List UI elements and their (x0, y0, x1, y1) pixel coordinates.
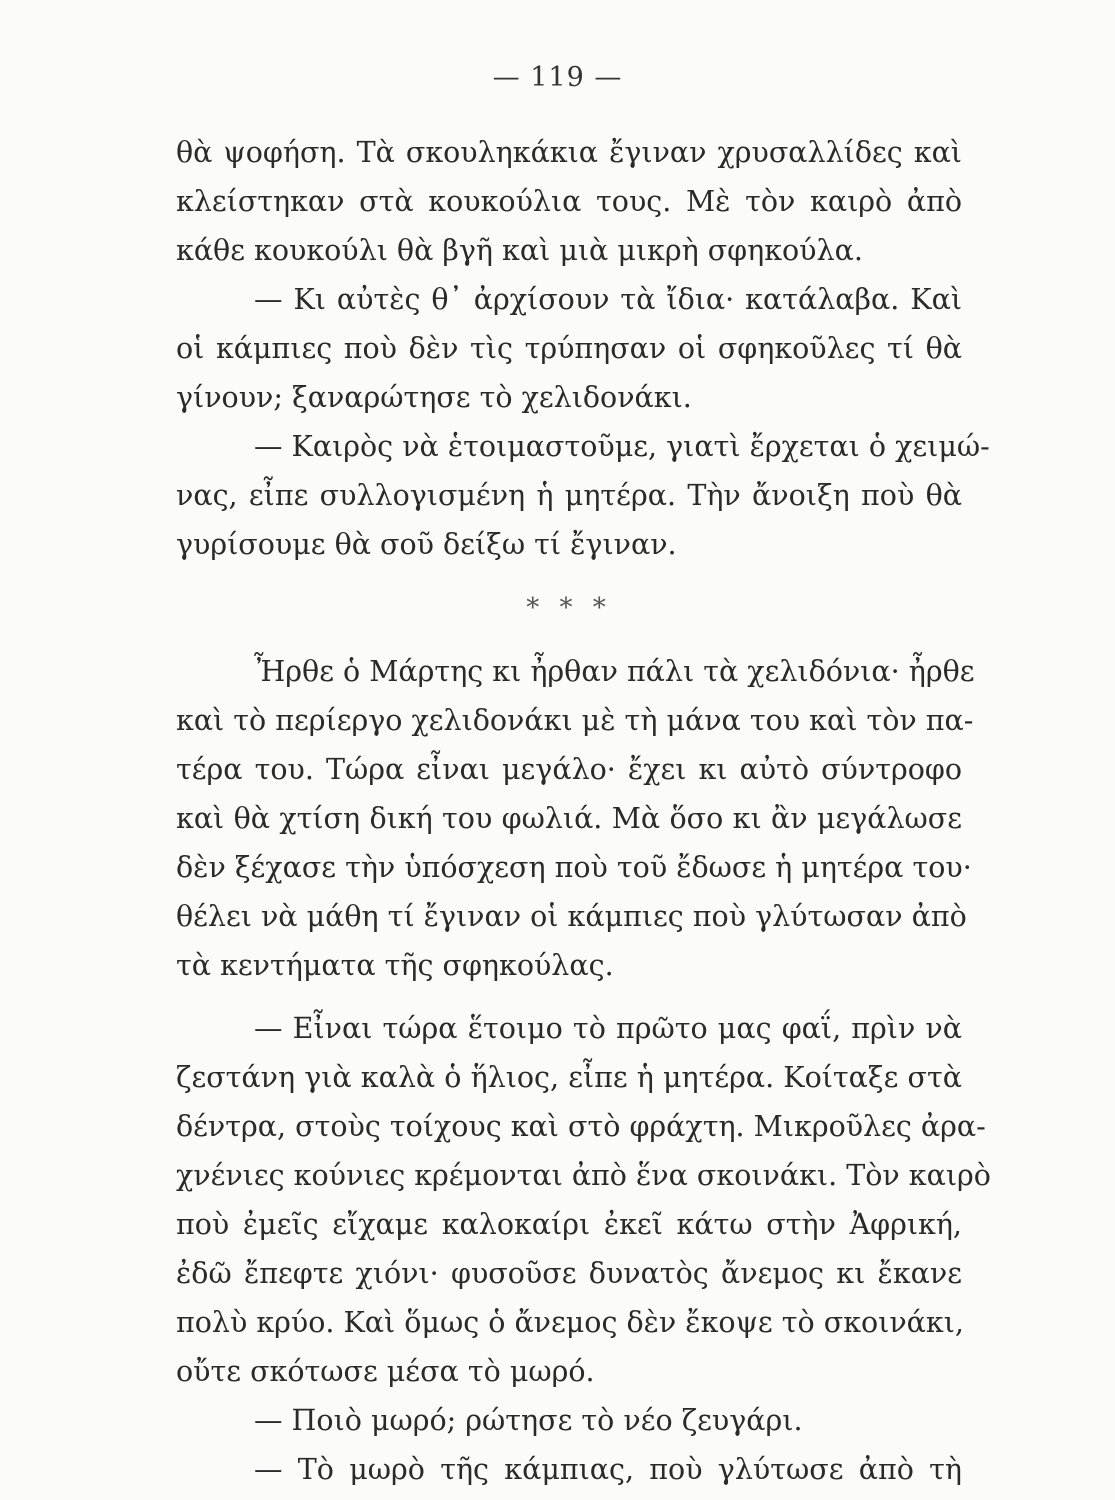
text-line: θέλει νὰ μάθη τί ἔγιναν οἱ κάμπιες ποὺ γλύτωσαν ἀπὸ (176, 900, 967, 933)
text-line: τέρα του. Τώρα εἶναι μεγάλο· ἔχει κι αὐτὸ σύντροφο (176, 753, 962, 786)
text-line: καὶ τὸ περίεργο χελιδονάκι μὲ τὴ μάνα του καὶ τὸν πα- (176, 704, 974, 737)
paragraph-gap (176, 990, 962, 1004)
page-number: — 119 — (492, 62, 623, 93)
text-line: Ἦρθε ὁ Μάρτης κι ἦρθαν πάλι τὰ χελιδόνια· ἦρθε (254, 655, 975, 688)
text-line: οἱ κάμπιες ποὺ δὲν τὶς τρύπησαν οἱ σφηκοῦλες τί θὰ (176, 332, 962, 365)
text-line: κλείστηκαν στὰ κουκούλια τους. Μὲ τὸν καιρὸ ἀπὸ (176, 185, 962, 218)
text-line: θὰ ψοφήση. Τὰ σκουληκάκια ἔγιναν χρυσαλλίδες καὶ (176, 136, 962, 169)
section-separator: * * * (526, 593, 612, 623)
text-line: τὰ κεντήματα τῆς σφηκούλας. (176, 949, 614, 982)
text-line: καὶ θὰ χτίση δική του φωλιά. Μὰ ὅσο κι ἂν μεγάλωσε (176, 802, 962, 835)
text-line: γυρίσουμε θὰ σοῦ δείξω τί ἔγιναν. (176, 528, 677, 561)
text-line: — Ποιὸ μωρό; ρώτησε τὸ νέο ζευγάρι. (254, 1404, 803, 1437)
text-line: — Καιρὸς νὰ ἑτοιμαστοῦμε, γιατὶ ἔρχεται ὁ χειμώ- (254, 430, 990, 463)
text-line: ποὺ ἐμεῖς εἴχαμε καλοκαίρι ἐκεῖ κάτω στὴν Ἀφρική, (176, 1208, 962, 1241)
text-line: δέντρα, στοὺς τοίχους καὶ στὸ φράχτη. Μικροῦλες ἀρα- (176, 1110, 986, 1143)
text-line: νας, εἶπε συλλογισμένη ἡ μητέρα. Τὴν ἄνοιξη ποὺ θὰ (176, 479, 962, 512)
text-line: ἐδῶ ἔπεφτε χιόνι· φυσοῦσε δυνατὸς ἄνεμος κι ἔκανε (176, 1257, 962, 1290)
text-line: — Τὸ μωρὸ τῆς κάμπιας, ποὺ γλύτωσε ἀπὸ τὴ (254, 1453, 962, 1486)
text-line: οὔτε σκότωσε μέσα τὸ μωρό. (176, 1355, 595, 1388)
text-line: δὲν ξέχασε τὴν ὑπόσχεση ποὺ τοῦ ἔδωσε ἡ μητέρα του· (176, 851, 972, 884)
text-line: κάθε κουκούλι θὰ βγῆ καὶ μιὰ μικρὴ σφηκούλα. (176, 234, 863, 267)
text-line: — Κι αὐτὲς θ᾽ ἀρχίσουν τὰ ἴδια· κατάλαβα. Καὶ (254, 283, 962, 316)
text-line: πολὺ κρύο. Καὶ ὅμως ὁ ἄνεμος δὲν ἔκοψε τὸ σκοινάκι, (176, 1306, 964, 1339)
text-line: ζεστάνη γιὰ καλὰ ὁ ἥλιος, εἶπε ἡ μητέρα. Κοίταξε στὰ (176, 1061, 962, 1094)
text-line: χνένιες κούνιες κρέμονται ἀπὸ ἕνα σκοινάκι. Τὸν καιρὸ (176, 1159, 991, 1192)
body-text (176, 128, 991, 1494)
text-line: — Εἶναι τώρα ἕτοιμο τὸ πρῶτο μας φαΐ, πρὶν νὰ (254, 1012, 962, 1045)
text-line: γίνουν; ξαναρώτησε τὸ χελιδονάκι. (176, 381, 692, 414)
